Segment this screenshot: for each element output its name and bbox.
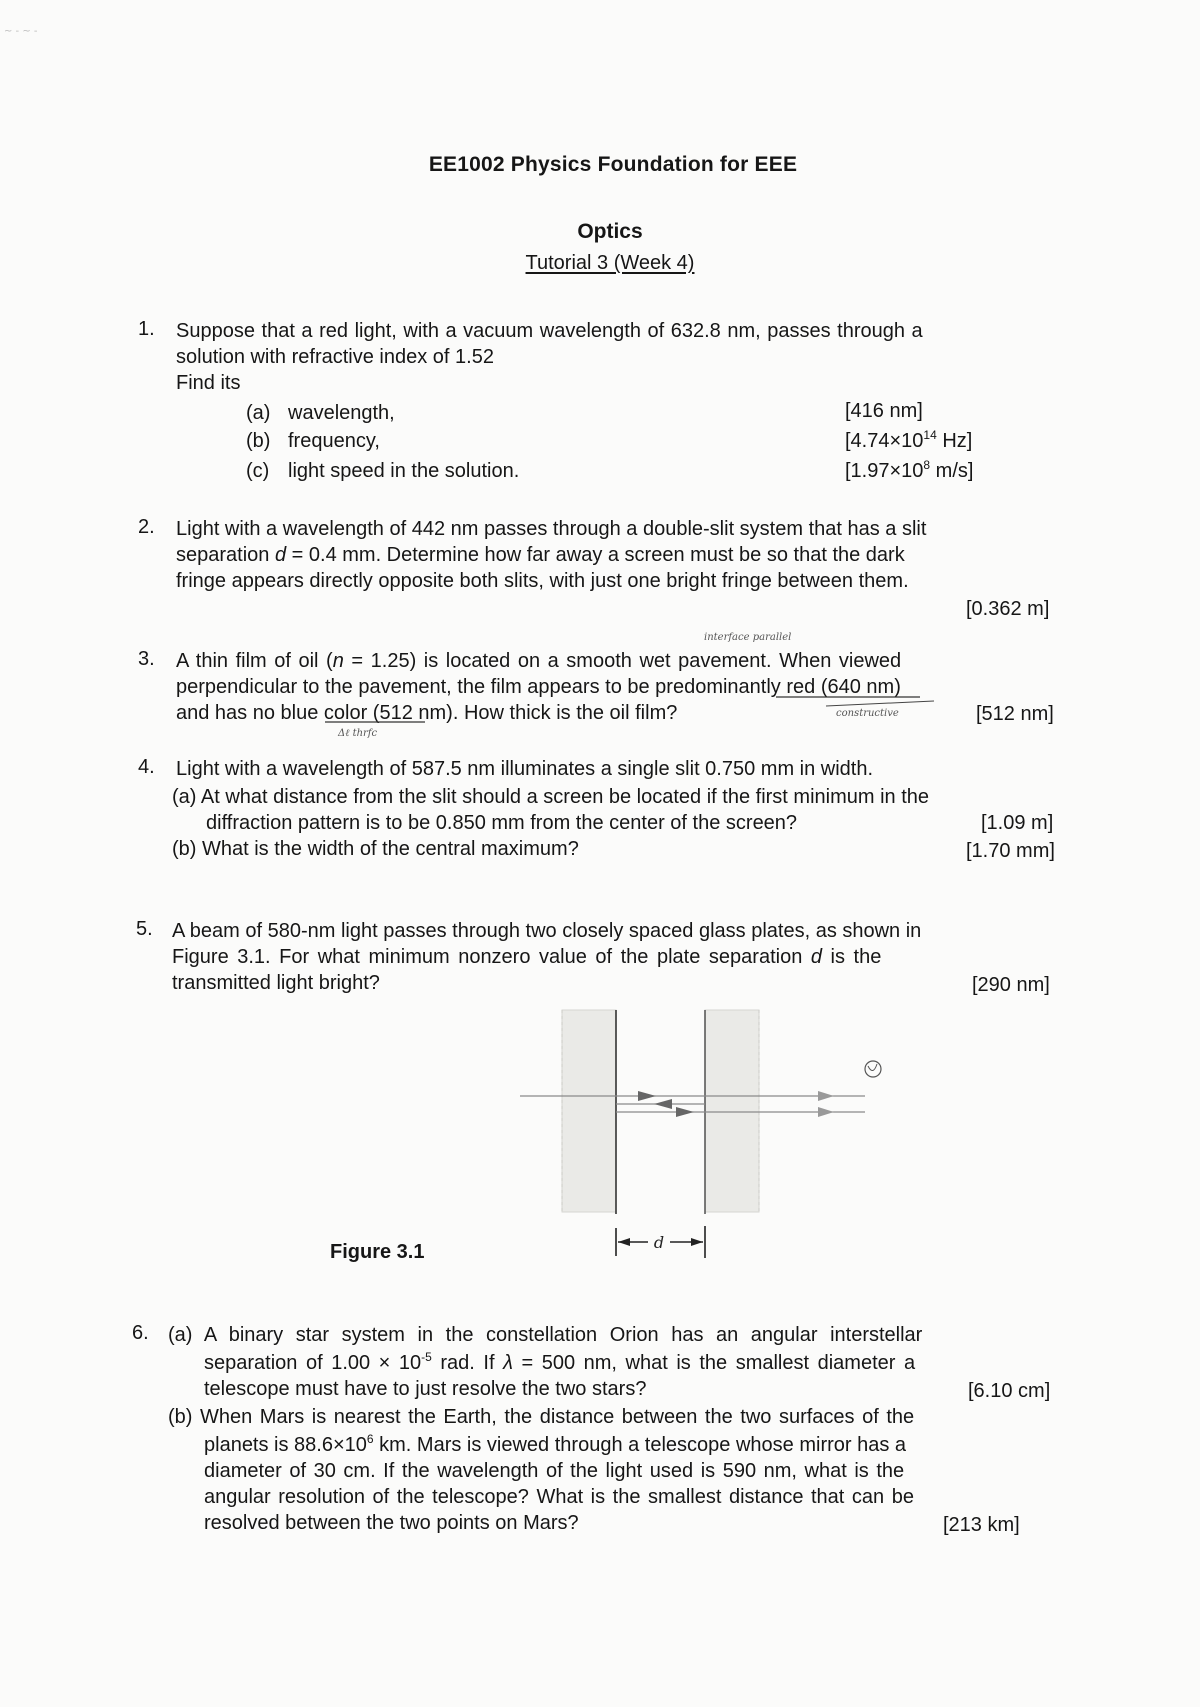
q2-number: 2. [138, 516, 155, 538]
q4a-line2: diffraction pattern is to be 0.850 mm from the center of the screen? [206, 812, 798, 834]
ray-arrow-3 [818, 1091, 834, 1101]
q5-line3: transmitted light bright? [172, 972, 380, 994]
q1-line1: Suppose that a red light, with a vacuum wavelength of 632.8 nm, passes through a [176, 320, 923, 342]
q6b-line2: planets is $88.6\times 10^6$ km. Mars is viewed through a telescope whose mirror has a [204, 1432, 907, 1456]
glass-plate-right [705, 1010, 759, 1212]
q3-number: 3. [138, 648, 155, 670]
topic-title: Optics [577, 220, 643, 243]
scan-artifact: ~ - ~ - [4, 26, 38, 37]
q1c-answer: [$1.97\times 10^8$ m/s] [845, 458, 974, 482]
q5-line2: Figure 3.1. For what minimum nonzero value of the plate separation d is the [172, 946, 882, 968]
q6a-line3: telescope must have to just resolve the two stars? [204, 1378, 647, 1400]
q4b-line: (b) What is the width of the central maximum? [172, 838, 579, 860]
figure-caption: Figure 3.1 [330, 1241, 425, 1263]
q2-line2: separation d = 0.4 mm. Determine how far away a screen must be so that the dark [176, 544, 905, 566]
q3-line1: A thin film of oil (n = 1.25) is located on a smooth wet pavement. When viewed [176, 650, 902, 672]
tutorial-label: Tutorial 3 (Week 4) [525, 252, 695, 274]
q2-line3: fringe appears directly opposite both slits, with just one bright fringe between them. [176, 570, 909, 592]
q1-line3: Find its [176, 372, 241, 394]
ray-arrow-4 [818, 1107, 834, 1117]
glass-plate-left [562, 1010, 616, 1212]
q1a-label: (a) [246, 402, 271, 424]
handwritten-note-interface: interface parallel [704, 632, 792, 643]
q6b-line5: resolved between the two points on Mars? [204, 1512, 579, 1534]
dim-arrow-right [691, 1238, 703, 1246]
handwritten-note-constructive: constructive [836, 708, 899, 719]
dim-arrow-left [618, 1238, 630, 1246]
q4-number: 4. [138, 756, 155, 778]
ray-arrow-reflect [654, 1099, 672, 1109]
handwritten-note-below: Δℓ thrfc [338, 728, 378, 739]
q2-line1: Light with a wavelength of 442 nm passes through a double-slit system that has a slit [176, 518, 927, 540]
q3-answer: [512 nm] [976, 703, 1054, 725]
q5-number: 5. [136, 918, 153, 940]
eye-icon [865, 1061, 881, 1077]
q6a-line1: (a) A binary star system in the constellation Orion has an angular interstellar [168, 1324, 923, 1346]
q1b-label: (b) [246, 430, 271, 452]
q6b-line1: (b) When Mars is nearest the Earth, the distance between the two surfaces of the [168, 1406, 915, 1428]
q1a-text: wavelength, [288, 402, 395, 424]
q4-line1: Light with a wavelength of 587.5 nm illuminates a single slit 0.750 mm in width. [176, 758, 874, 780]
course-title: EE1002 Physics Foundation for EEE [428, 153, 798, 176]
q2-answer: [0.362 m] [966, 598, 1050, 620]
q3-line2: perpendicular to the pavement, the film appears to be predominantly red (640 nm) [176, 676, 901, 698]
ray-arrow-2 [676, 1107, 694, 1117]
q1-number: 1. [138, 318, 155, 340]
q6a-line2: separation of $1.00 \times 10^{-5}$ rad. If λ = 500 nm, what is the smallest diameter a [204, 1350, 916, 1374]
q4a-line1: (a) At what distance from the slit should a screen be located if the first minimum in the [172, 786, 930, 808]
q5-line1: A beam of 580-nm light passes through two closely spaced glass plates, as shown in [172, 920, 922, 942]
figure-3-1-diagram [520, 1000, 890, 1265]
q6b-answer: [213 km] [943, 1514, 1020, 1536]
q1b-text: frequency, [288, 430, 380, 452]
q1a-answer: [416 nm] [845, 400, 923, 422]
dim-label-d: d [653, 1233, 665, 1252]
q1c-text: light speed in the solution. [288, 460, 520, 482]
q4a-answer: [1.09 m] [981, 812, 1054, 834]
q1c-label: (c) [246, 460, 270, 482]
q6-number: 6. [132, 1322, 149, 1344]
q1b-answer: [$4.74\times 10^{14}$ Hz] [845, 428, 973, 452]
q5-answer: [290 nm] [972, 974, 1050, 996]
q3-line3: and has no blue color (512 nm). How thick is the oil film? [176, 702, 678, 724]
q4b-answer: [1.70 mm] [966, 840, 1055, 862]
annotation-stroke [826, 701, 934, 706]
q6b-line4: angular resolution of the telescope? What is the smallest distance that can be [204, 1486, 914, 1508]
q6a-answer: [6.10 cm] [968, 1380, 1051, 1402]
q1-line2: solution with refractive index of 1.52 [176, 346, 494, 368]
ray-arrow-1 [638, 1091, 656, 1101]
handwritten-underlines [0, 0, 1200, 760]
q6b-line3: diameter of 30 cm. If the wavelength of the light used is 590 nm, what is the [204, 1460, 905, 1482]
